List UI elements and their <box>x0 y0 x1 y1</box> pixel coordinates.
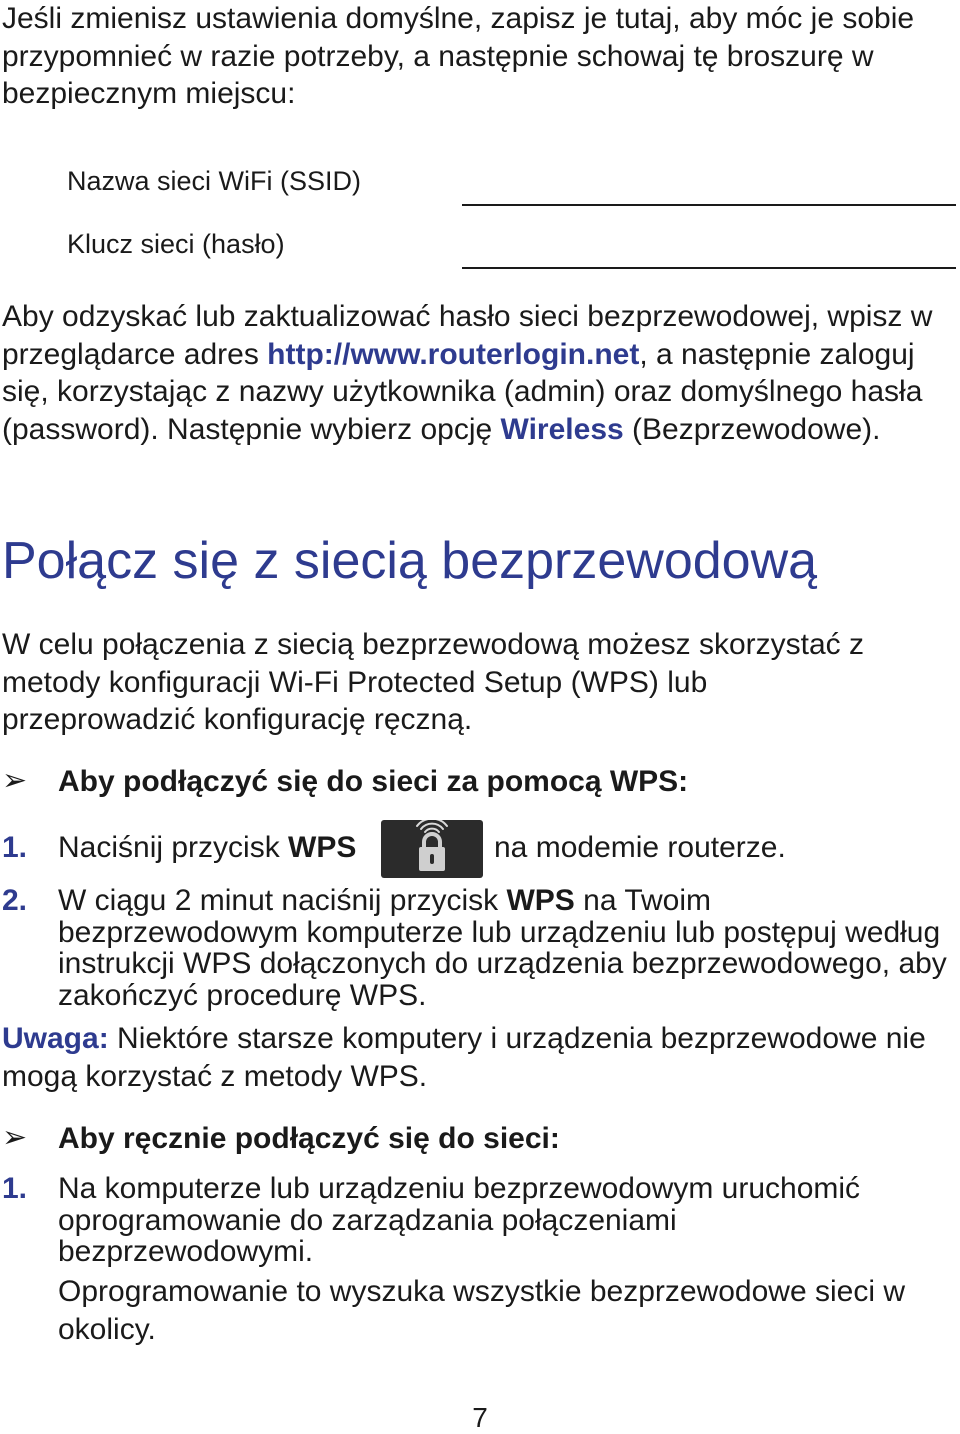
wireless-option: Wireless <box>500 412 624 446</box>
router-url: http://www.routerlogin.net <box>267 337 640 371</box>
recover-text-2: , a następnie zaloguj się, korzystając z nazwy użytkownika (admin) oraz domyślnego hasła (password). Następnie wybierz opcję <box>2 337 923 446</box>
wps-step2-after: na Twoim bezprzewodowym komputerze lub urządzeniu lub postępuj według instrukcji WPS dołączonych do urządzenia bezprzewodowego, aby zakończyć procedurę WPS. <box>58 884 947 1012</box>
manual-section-title: Aby ręcznie podłączyć się do sieci: <box>58 1122 560 1155</box>
arrow-bullet-icon-2: ➢ <box>2 1121 28 1154</box>
recover-text-3: (Bezprzewodowe). <box>623 412 881 446</box>
ssid-write-line <box>462 204 956 206</box>
connect-intro: W celu połączenia z siecią bezprzewodową możesz skorzystać z metody konfiguracji Wi-Fi Protected Setup (WPS) lub przeprowadzić konfigurację ręczną. <box>2 628 865 736</box>
wps-step2-number: 2. <box>2 884 28 917</box>
wps-lock-icon <box>381 820 483 878</box>
wps-section-title: Aby podłączyć się do sieci za pomocą WPS: <box>58 765 689 798</box>
wps-step2-bold: WPS <box>506 884 575 917</box>
wps-step1-after: na modemie routerze. <box>494 831 786 864</box>
key-write-line <box>462 267 956 269</box>
manual-step1-text: Na komputerze lub urządzeniu bezprzewodowym uruchomić oprogramowanie do zarządzania połączeniami bezprzewodowymi. <box>58 1172 861 1268</box>
section-heading: Połącz się z siecią bezprzewodową <box>2 532 818 590</box>
wps-note <box>2 1020 932 1095</box>
wps-step1-bold: WPS <box>288 831 357 864</box>
wps-step1-before: Naciśnij przycisk <box>58 831 289 864</box>
key-label: Klucz sieci (hasło) <box>67 229 285 259</box>
page-number: 7 <box>472 1402 488 1433</box>
recover-paragraph <box>2 298 952 448</box>
manual-step1-follow: Oprogramowanie to wyszuka wszystkie bezprzewodowe sieci w okolicy. <box>58 1275 906 1346</box>
note-label: Uwaga: <box>2 1022 109 1055</box>
intro-paragraph: Jeśli zmienisz ustawienia domyślne, zapisz je tutaj, aby móc je sobie przypomnieć w razie potrzeby, a następnie schowaj tę broszurę w bezpiecznym miejscu: <box>2 2 915 110</box>
wps-step1-number: 1. <box>2 831 28 864</box>
wps-step1-text <box>58 832 378 864</box>
recover-text-1: Aby odzyskać lub zaktualizować hasło sieci bezprzewodowej, wpisz w przeglądarce adres <box>2 300 933 371</box>
arrow-bullet-icon: ➢ <box>2 764 28 797</box>
wps-step2-before: W ciągu 2 minut naciśnij przycisk <box>58 884 507 917</box>
ssid-label: Nazwa sieci WiFi (SSID) <box>67 166 362 196</box>
manual-step1-number: 1. <box>2 1172 28 1205</box>
wps-step2-text <box>58 885 953 1011</box>
note-text: Niektóre starsze komputery i urządzenia bezprzewodowe nie mogą korzystać z metody WPS. <box>2 1022 926 1093</box>
